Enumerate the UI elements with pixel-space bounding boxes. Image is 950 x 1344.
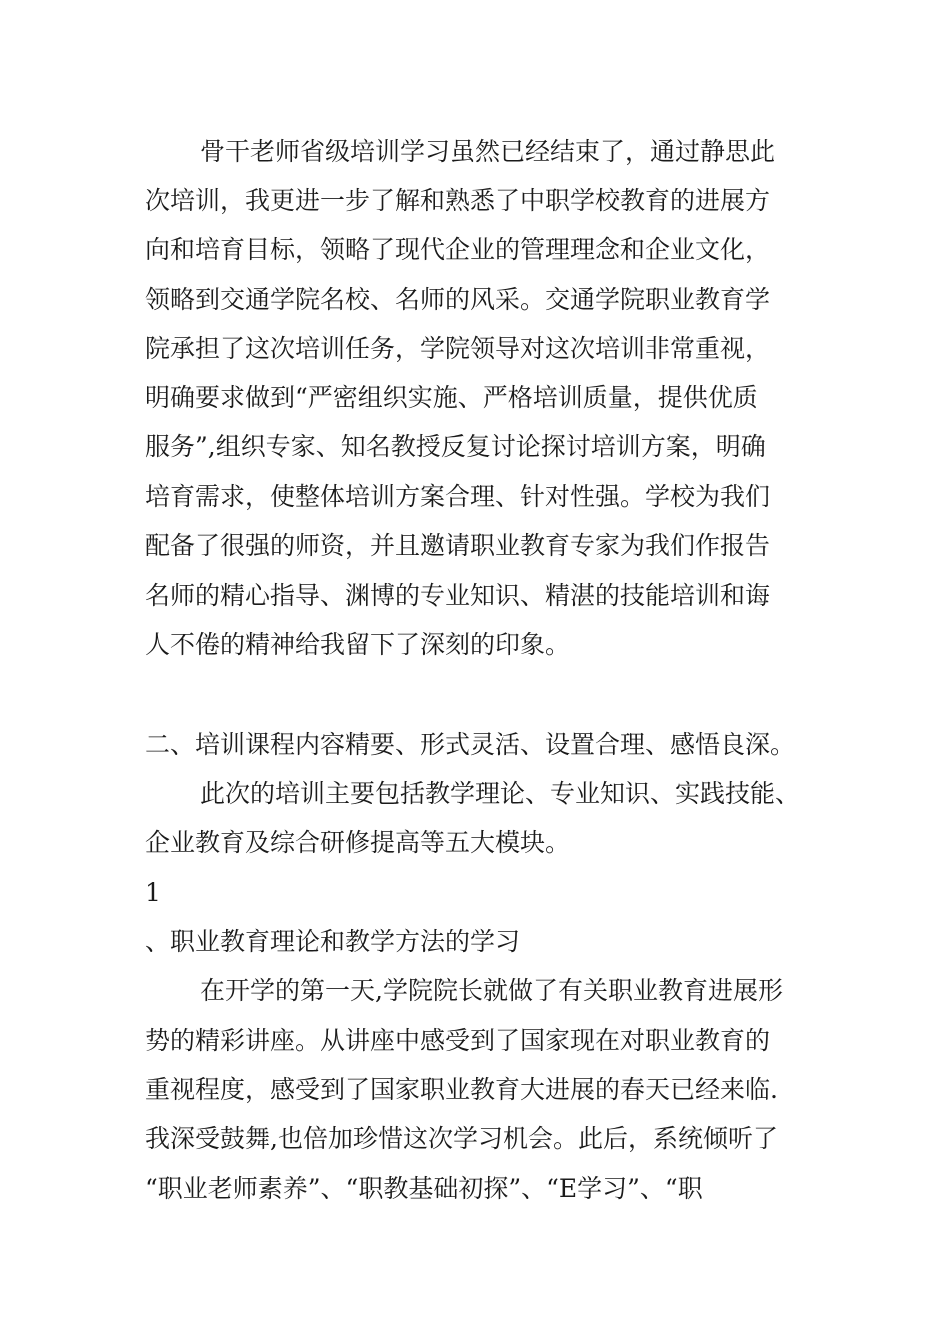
paragraph-1-line-9: 配备了很强的师资，并且邀请职业教育专家为我们作报告 bbox=[145, 531, 771, 560]
paragraph-3-line-4: 我深受鼓舞,也倍加珍惜这次学习机会。此后，系统倾听了 bbox=[145, 1124, 778, 1153]
paragraph-3-line-1: 在开学的第一天,学院院长就做了有关职业教育进展形 bbox=[200, 976, 783, 1005]
paragraph-3-line-2: 势的精彩讲座。从讲座中感受到了国家现在对职业教育的 bbox=[145, 1026, 771, 1055]
paragraph-1-line-2: 次培训，我更进一步了解和熟悉了中职学校教育的进展方 bbox=[145, 186, 771, 215]
paragraph-1-line-4: 领略到交通学院名校、名师的风采。交通学院职业教育学 bbox=[145, 285, 771, 314]
paragraph-2-line-2: 企业教育及综合研修提高等五大模块。 bbox=[145, 828, 571, 857]
paragraph-1-line-1: 骨干老师省级培训学习虽然已经结束了，通过静思此 bbox=[200, 137, 776, 166]
subsection-number: 1 bbox=[145, 878, 161, 907]
section-heading-2: 二、培训课程内容精要、形式灵活、设置合理、感悟良深。 bbox=[145, 730, 796, 759]
paragraph-3-line-3: 重视程度，感受到了国家职业教育大进展的春天已经来临. bbox=[145, 1075, 778, 1104]
paragraph-2-line-1: 此次的培训主要包括教学理论、专业知识、实践技能、 bbox=[200, 779, 801, 808]
paragraph-1-line-10: 名师的精心指导、渊博的专业知识、精湛的技能培训和诲 bbox=[145, 581, 771, 610]
paragraph-1-line-5: 院承担了这次培训任务，学院领导对这次培训非常重视， bbox=[145, 334, 771, 363]
paragraph-1-line-6: 明确要求做到“严密组织实施、严格培训质量，提供优质 bbox=[145, 383, 758, 412]
paragraph-1-line-8: 培育需求，使整体培训方案合理、针对性强。学校为我们 bbox=[145, 482, 771, 511]
paragraph-1-line-3: 向和培育目标，领略了现代企业的管理理念和企业文化， bbox=[145, 235, 771, 264]
paragraph-1-line-7: 服务”,组织专家、知名教授反复讨论探讨培训方案，明确 bbox=[145, 432, 766, 461]
subsection-heading: 、职业教育理论和教学方法的学习 bbox=[145, 927, 521, 956]
paragraph-1-line-11: 人不倦的精神给我留下了深刻的印象。 bbox=[145, 630, 571, 659]
paragraph-3-line-5: “职业老师素养”、“职教基础初探”、“E学习”、“职 bbox=[145, 1174, 703, 1203]
